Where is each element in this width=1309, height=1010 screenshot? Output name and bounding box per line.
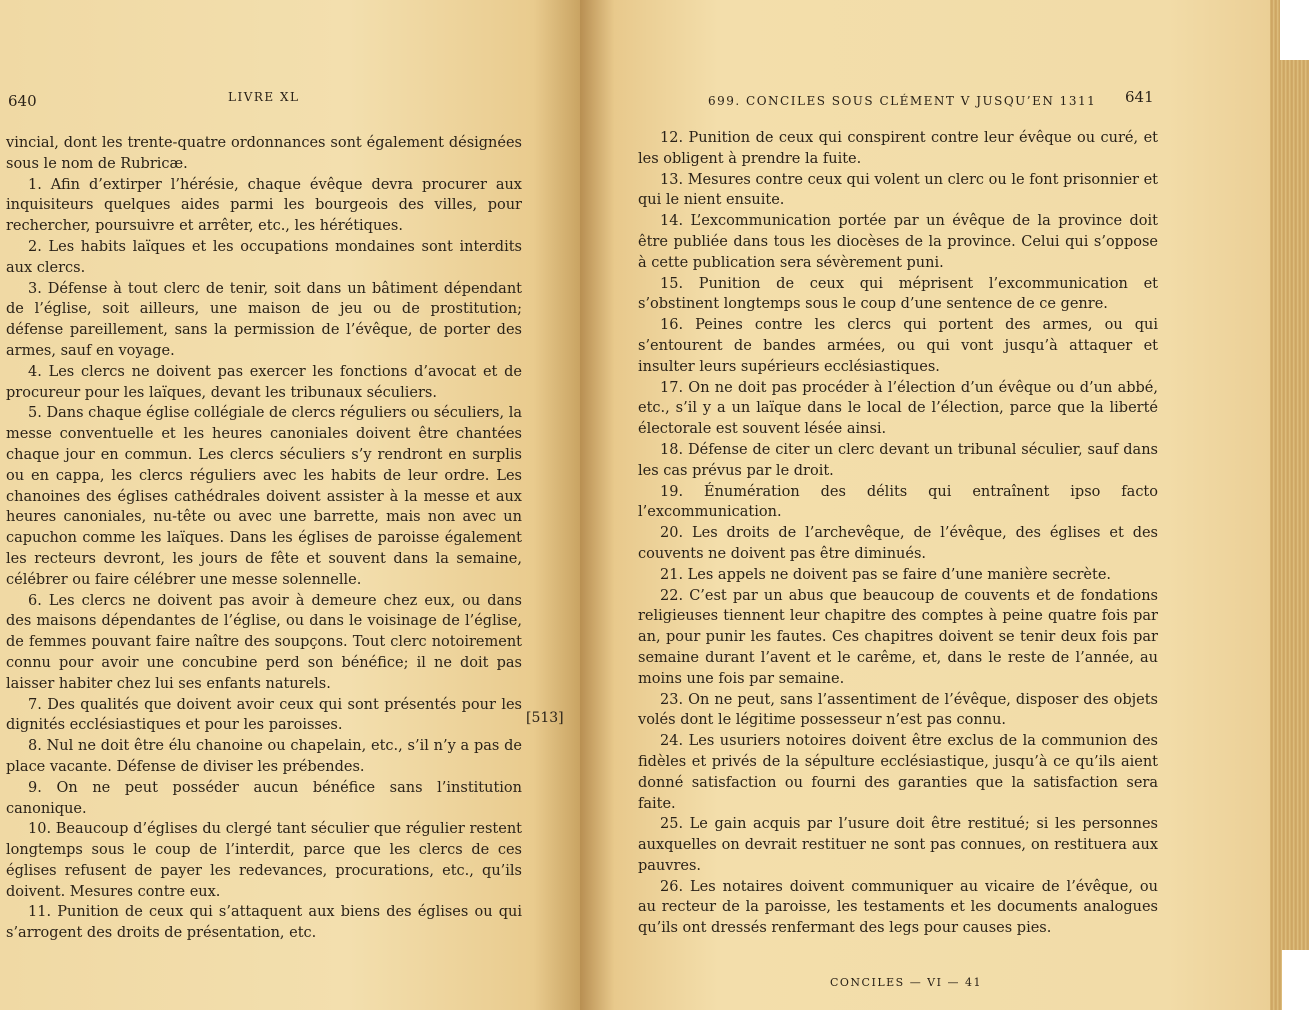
paragraph: 11. Punition de ceux qui s’attaquent aux biens des églises ou qui s’arrogent des droits de présentation, etc. [6, 904, 522, 942]
paragraph: 22. C’est par un abus que beaucoup de couvents et de fondations religieuses tiennent leur chapitre des comptes à peine quatre fois par an, pour punir les fautes. Ces chapitres doivent se tenir deux fois par semaine durant l’avent et le carême, et, dans le reste de l’année, au moins une fois par semaine. [638, 587, 1158, 687]
paragraph: 2. Les habits laïques et les occupations mondaines sont interdits aux clercs. [6, 238, 522, 276]
paragraph: 17. On ne doit pas procéder à l’élection d’un évêque ou d’un abbé, etc., s’il y a un laïque dans le local de l’élection, parce que la liberté électorale est souvent lésée ainsi. [638, 379, 1158, 438]
paragraph: 23. On ne peut, sans l’assentiment de l’évêque, disposer des objets volés dont le légitime possesseur n’est pas connu. [638, 691, 1158, 729]
right-text-block [638, 128, 1158, 939]
signature-line: CONCILES — VI — 41 [830, 976, 982, 989]
running-head-left: LIVRE XL [228, 90, 300, 104]
paragraph: 4. Les clercs ne doivent pas exercer les fonctions d’avocat et de procureur pour les laïques, devant les tribunaux séculiers. [6, 363, 522, 401]
paragraph: 7. Des qualités que doivent avoir ceux qui sont présentés pour les dignités ecclésiastiques et pour les paroisses. [6, 696, 522, 734]
background-gap-bottom [1282, 950, 1309, 1010]
running-head-right: 699. CONCILES SOUS CLÉMENT V JUSQU’EN 1311 [708, 94, 1097, 108]
paragraph: 5. Dans chaque église collégiale de clercs réguliers ou séculiers, la messe conventuelle et les heures canoniales doivent être chantées chaque jour en commun. Les clercs séculiers s’y rendront en surplis ou en cappa, les clercs réguliers avec les habits de leur ordre. Les chanoines des églises cathédrales doivent assister à la messe et aux heures canoniales, nu-tête ou avec une barrette, mais non avec un capuchon comme les laïques. Dans les églises de paroisse également les recteurs devront, les jours de fête et souvent dans la semaine, célébrer ou faire célébrer une messe solennelle. [6, 405, 522, 588]
page-edges [1270, 0, 1309, 1010]
paragraph: 13. Mesures contre ceux qui volent un clerc ou le font prisonnier et qui le nient ensuite. [638, 171, 1158, 209]
paragraph: 15. Punition de ceux qui méprisent l’excommunication et s’obstinent longtemps sous le coup d’une sentence de ce genre. [638, 275, 1158, 313]
paragraph: 18. Défense de citer un clerc devant un tribunal séculier, sauf dans les cas prévus par le droit. [638, 441, 1158, 479]
paragraph: 20. Les droits de l’archevêque, de l’évêque, des églises et des couvents ne doivent pas être diminués. [638, 525, 1158, 562]
background-gap-top [1280, 0, 1309, 60]
paragraph: 14. L’excommunication portée par un évêque de la province doit être publiée dans tous les diocèses de la province. Celui qui s’oppose à cette publication sera sévèrement puni. [638, 213, 1158, 271]
paragraph: 25. Le gain acquis par l’usure doit être restitué; si les personnes auxquelles on devrait restituer ne sont pas connues, on restituera aux pauvres. [638, 816, 1158, 874]
paragraph: 8. Nul ne doit être élu chanoine ou chapelain, etc., s’il n’y a pas de place vacante. Défense de diviser les prébendes. [6, 738, 522, 775]
paragraph: 10. Beaucoup d’églises du clergé tant séculier que régulier restent longtemps sous le coup de l’interdit, parce que les clercs de ces églises refusent de payer les redevances, procurations, etc., qu’ils doivent. Mesures contre eux. [6, 821, 522, 900]
paragraph: 12. Punition de ceux qui conspirent contre leur évêque ou curé, et les obligent à prendre la fuite. [638, 130, 1158, 167]
margin-note: [513] [526, 710, 564, 726]
paragraph: 16. Peines contre les clercs qui portent des armes, ou qui s’entourent de bandes armées, ou qui vont jusqu’à attaquer et insulter leurs supérieurs ecclésiastiques. [638, 317, 1158, 375]
page-number-left: 640 [8, 92, 37, 110]
paragraph: 9. On ne peut posséder aucun bénéfice sans l’institution canonique. [6, 779, 522, 817]
left-page [0, 0, 580, 1010]
paragraph: 21. Les appels ne doivent pas se faire d’une manière secrète. [660, 566, 1112, 583]
right-page [580, 0, 1270, 1010]
paragraph: 19. Énumération des délits qui entraînent ipso facto l’excommunication. [638, 483, 1158, 521]
paragraph: 1. Afin d’extirper l’hérésie, chaque évêque devra procurer aux inquisiteurs quelques aides parmi les bourgeois des villes, pour rechercher, poursuivre et arrêter, etc., les hérétiques. [6, 176, 522, 235]
paragraph: 24. Les usuriers notoires doivent être exclus de la communion des fidèles et privés de la sépulture ecclésiastique, jusqu’à ce qu’ils aient donné satisfaction ou fourni des garanties que la satisfaction sera faite. [638, 733, 1158, 812]
paragraph: 26. Les notaires doivent communiquer au vicaire de l’évêque, ou au recteur de la paroisse, les testaments et les documents analogues qu’ils ont dressés renfermant des legs pour causes pies. [638, 878, 1158, 937]
left-text-block [6, 133, 522, 944]
paragraph: 6. Les clercs ne doivent pas avoir à demeure chez eux, ou dans des maisons dépendantes de l’église, ou dans le voisinage de l’église, de femmes pouvant faire naître des soupçons. Tout clerc notoirement connu pour avoir une concubine perd son bénéfice; il ne doit pas laisser habiter chez lui ses enfants naturels. [6, 592, 522, 692]
paragraph: vincial, dont les trente-quatre ordonnances sont également désignées sous le nom de Rubricæ. [6, 135, 522, 172]
page-number-right: 641 [1125, 88, 1154, 106]
paragraph: 3. Défense à tout clerc de tenir, soit dans un bâtiment dépendant de l’église, soit ailleurs, une maison de jeu ou de prostitution; défense pareillement, sans la permission de l’évêque, de porter des armes, sauf en voyage. [6, 280, 522, 359]
